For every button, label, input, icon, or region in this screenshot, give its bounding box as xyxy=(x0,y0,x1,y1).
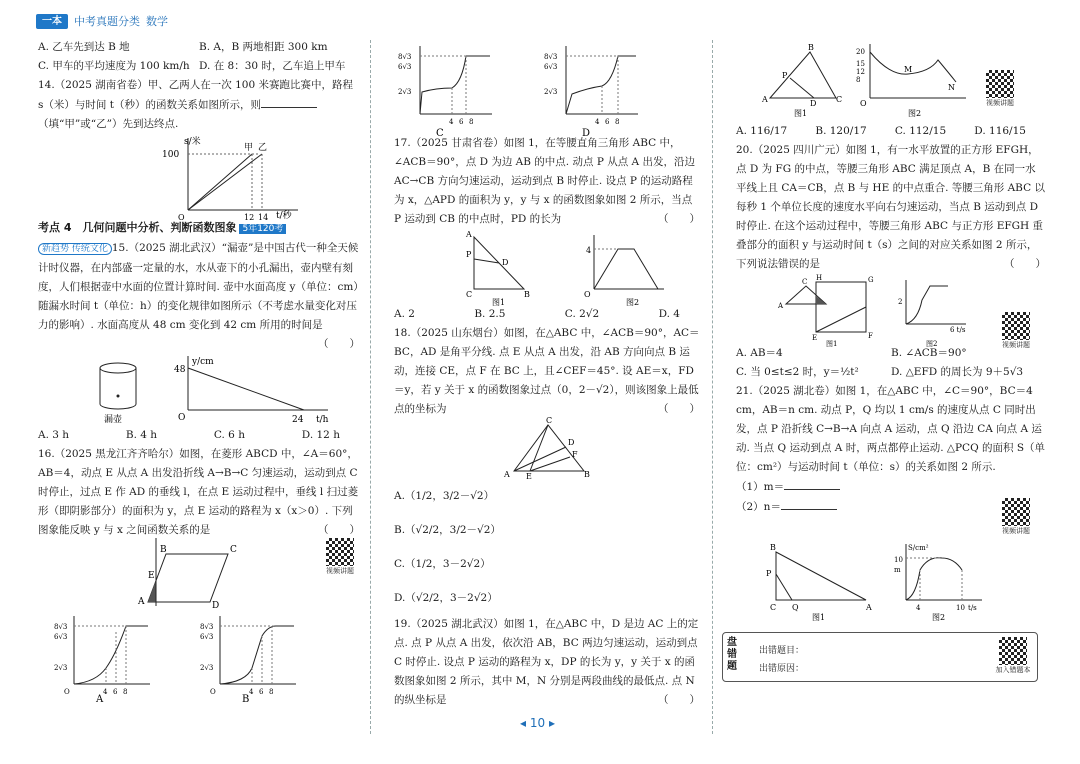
svg-text:O: O xyxy=(178,413,186,423)
section-heading: 考点 4 几何问题中分析、判断函数图象 5年120考 xyxy=(38,218,360,239)
svg-text:8: 8 xyxy=(469,118,474,126)
svg-text:O: O xyxy=(178,213,185,222)
svg-text:15: 15 xyxy=(856,60,865,68)
qr-code-image xyxy=(1002,312,1030,340)
svg-text:D: D xyxy=(502,258,509,267)
svg-text:C: C xyxy=(466,290,473,299)
svg-text:乙: 乙 xyxy=(258,143,268,153)
svg-text:图1: 图1 xyxy=(826,340,838,348)
svg-text:4: 4 xyxy=(103,688,108,696)
option[interactable]: C. 112/15 xyxy=(894,125,947,137)
svg-text:10: 10 xyxy=(894,556,903,564)
q15-options xyxy=(38,426,360,445)
svg-text:2√3: 2√3 xyxy=(544,88,558,96)
error-question-field[interactable]: 出错题目： xyxy=(759,646,805,656)
svg-text:P: P xyxy=(782,71,788,80)
svg-text:图2: 图2 xyxy=(932,613,946,622)
svg-text:E: E xyxy=(526,472,532,481)
svg-text:6: 6 xyxy=(113,688,118,696)
q21-part2: （2）n＝ xyxy=(736,497,1046,517)
svg-text:O: O xyxy=(584,290,591,299)
svg-text:6√3: 6√3 xyxy=(200,633,214,641)
svg-text:Q: Q xyxy=(792,603,799,612)
svg-text:图1: 图1 xyxy=(812,613,826,622)
q21-figures xyxy=(756,540,986,626)
option[interactable]: D. 116/15 xyxy=(974,125,1026,137)
option[interactable]: B. 2.5 xyxy=(474,308,506,320)
svg-text:A: A xyxy=(138,597,145,607)
error-box-title: 盘错题 xyxy=(727,637,737,672)
svg-text:F: F xyxy=(868,332,873,340)
svg-text:t/秒: t/秒 xyxy=(276,211,292,221)
svg-text:4: 4 xyxy=(586,246,592,255)
svg-text:4: 4 xyxy=(449,118,454,126)
q20-stem: 20.（2025 四川广元）如图 1，有一水平放置的正方形 EFGH，点 D 为 FG 的中点，等腰三角形 ABC 满足顶点 A，B 在同一水平线上且 CA＝CB，点 B 与 HE 的中点重合. 等腰三角形 ABC 以每秒 1 个单位长度的速度水平向右匀速运动，当点 B 运动到点 D 时停止. 在这个运动过程中，等腰三角形 ABC 与正方形 EFGH 重叠部分的面积 y 与运动时间 t（s）之间的对应关系如图 2 所示，下列说法错误的是 （ ） xyxy=(736,144,1046,270)
option-graph-a[interactable] xyxy=(50,612,160,705)
svg-text:A: A xyxy=(466,230,472,239)
option[interactable]: C. 当 0≤t≤2 时，y＝½t² xyxy=(736,366,859,378)
svg-text:D: D xyxy=(582,128,591,139)
option[interactable]: A. 2 xyxy=(394,308,415,320)
svg-text:D: D xyxy=(810,99,817,108)
option[interactable]: D. 在 8：30 时，乙车追上甲车 xyxy=(199,60,346,72)
brand-logo: 一本 xyxy=(36,14,68,29)
svg-text:C: C xyxy=(546,416,553,425)
svg-text:s/米: s/米 xyxy=(184,137,201,147)
svg-text:2√3: 2√3 xyxy=(398,88,412,96)
svg-text:G: G xyxy=(868,276,874,284)
svg-text:F: F xyxy=(572,450,578,459)
series-title: 中考真题分类 xyxy=(74,15,140,28)
page-number: ◂ 10 ▸ xyxy=(520,716,555,730)
svg-text:B: B xyxy=(160,545,167,555)
svg-text:8√3: 8√3 xyxy=(54,623,68,631)
svg-text:m: m xyxy=(894,566,901,574)
option[interactable]: A. 3 h xyxy=(38,429,70,441)
option[interactable]: B. ∠ACB＝90° xyxy=(891,347,967,359)
q17-stem: 17.（2025 甘肃省卷）如图 1，在等腰直角三角形 ABC 中，∠ACB＝90°，点 D 为边 AB 的中点. 动点 P 从点 A 出发，沿边 AC→CB 方向匀速运动，运动到点 B 时停止. 设点 P 的运动路程为 x，△APD 的面积为 y，y 与 x 的函数图象如图 2 所示，当点 P 运动到 CB 的中点时，PD 的长为 （ ） xyxy=(394,137,700,225)
svg-text:4: 4 xyxy=(249,688,254,696)
column-divider xyxy=(712,40,713,734)
q18-options xyxy=(394,479,700,615)
svg-text:12: 12 xyxy=(856,68,865,76)
svg-text:图1: 图1 xyxy=(794,109,808,118)
option[interactable]: C. 甲车的平均速度为 100 km/h xyxy=(38,60,190,72)
svg-text:C: C xyxy=(802,278,808,286)
answer-blank[interactable] xyxy=(261,95,317,108)
svg-text:6: 6 xyxy=(459,118,464,126)
q21-part1: （1）m＝ xyxy=(736,477,1046,497)
svg-text:O: O xyxy=(210,688,216,696)
svg-text:2: 2 xyxy=(898,298,903,306)
qr-code-image xyxy=(1002,498,1030,526)
svg-text:B: B xyxy=(770,543,776,552)
svg-text:B: B xyxy=(584,470,590,479)
qr-code[interactable]: 视频讲题 xyxy=(986,70,1020,108)
svg-text:2√3: 2√3 xyxy=(54,664,68,672)
svg-text:A: A xyxy=(762,95,768,104)
svg-text:100: 100 xyxy=(162,150,180,160)
q16-rhombus-figure xyxy=(130,536,250,611)
option[interactable]: B. 120/17 xyxy=(815,125,867,137)
answer-blank[interactable] xyxy=(784,477,840,490)
svg-text:6: 6 xyxy=(259,688,264,696)
svg-text:20: 20 xyxy=(856,48,865,56)
svg-text:C: C xyxy=(770,603,777,612)
svg-text:2√3: 2√3 xyxy=(200,664,214,672)
svg-text:8: 8 xyxy=(615,118,620,126)
q19-figures xyxy=(760,42,1020,122)
option[interactable]: A. AB＝4 xyxy=(736,347,783,359)
subject-title: 数学 xyxy=(146,15,168,28)
option[interactable]: D. 4 xyxy=(658,308,680,320)
trend-tag: 新趋势 传统文化 xyxy=(38,243,112,255)
svg-text:4: 4 xyxy=(916,604,921,612)
svg-text:6√3: 6√3 xyxy=(398,63,412,71)
q15-figure xyxy=(78,354,378,426)
option[interactable]: B. 4 h xyxy=(125,429,158,441)
q17-options xyxy=(394,305,700,324)
svg-text:图1: 图1 xyxy=(492,298,506,307)
option[interactable]: D.（√2/2，3－2√2） xyxy=(394,592,498,604)
option[interactable]: C.（1/2，3－2√2） xyxy=(394,558,491,570)
qr-code-image xyxy=(999,637,1027,665)
column-3 xyxy=(736,122,1046,517)
option[interactable]: A.（1/2，3/2－√2） xyxy=(394,490,495,502)
svg-text:D: D xyxy=(212,601,220,611)
option[interactable]: C. 2√2 xyxy=(564,308,600,320)
q17-figures xyxy=(444,229,744,305)
svg-text:E: E xyxy=(812,334,818,342)
svg-text:8: 8 xyxy=(123,688,128,696)
svg-text:甲: 甲 xyxy=(244,143,254,153)
option[interactable]: B. A，B 两地相距 300 km xyxy=(199,41,328,53)
svg-text:10: 10 xyxy=(956,604,965,612)
svg-text:8: 8 xyxy=(856,76,861,84)
q19-options xyxy=(736,122,1046,141)
svg-text:O: O xyxy=(64,688,70,696)
svg-text:P: P xyxy=(766,569,772,578)
q14-graph xyxy=(148,134,308,222)
svg-text:图2: 图2 xyxy=(926,340,938,348)
svg-text:A: A xyxy=(504,470,510,479)
svg-text:P: P xyxy=(466,250,472,259)
option-graph-c[interactable] xyxy=(396,42,496,139)
option[interactable]: D. 12 h xyxy=(301,429,340,441)
svg-text:A: A xyxy=(778,302,784,310)
svg-text:A: A xyxy=(96,694,104,705)
page-header xyxy=(36,12,168,30)
qr-code[interactable]: 视频讲题 xyxy=(1002,498,1036,536)
option[interactable]: D. △EFD 的周长为 9＋5√3 xyxy=(891,366,1024,378)
qr-code[interactable]: 视频讲题 xyxy=(1002,312,1036,350)
q15-stem: 新趋势 传统文化 15.（2025 湖北武汉）“漏壶”是中国古代一种全天候计时仪器，在内部盛一定量的水，水从壶下的小孔漏出，壶内壁有刻度，人们根据壶中水面的位置计算时间. 壶中水面高度 y（单位：cm）随漏水时间 t（单位：h）的变化规律如图所示（不考虑水量变化对压力的影响）. 水面高度从 48 cm 变化到 42 cm 所用的时间是 （ ） xyxy=(38,242,360,350)
answer-blank[interactable] xyxy=(781,497,837,510)
option-graph-b[interactable] xyxy=(196,612,306,705)
svg-text:8√3: 8√3 xyxy=(398,53,412,61)
svg-text:B: B xyxy=(242,694,250,705)
svg-text:C: C xyxy=(436,128,444,139)
svg-text:8√3: 8√3 xyxy=(200,623,214,631)
qr-code[interactable]: 加入错题本 xyxy=(999,637,1033,675)
svg-text:6√3: 6√3 xyxy=(54,633,68,641)
error-reason-field[interactable]: 出错原因： xyxy=(759,664,805,674)
q14-stem: 14.（2025 湖南省卷）甲、乙两人在一次 100 米赛跑比赛中，路程 s（米）与时间 t（秒）的函数关系如图所示，则（填“甲”或“乙”）先到达终点. xyxy=(38,79,353,130)
q21-stem: 21.（2025 湖北卷）如图 1，在△ABC 中，∠C＝90°，BC＝4 cm，AB＝n cm. 动点 P，Q 均以 1 cm/s 的速度从点 C 同时出发，点 P 沿折线 C→B→A 向点 A 运动，点 Q 沿边 CA 向点 A 运动. 当点 Q 运动到点 A 时，两点都停止运动. △PCQ 的面积 S（单位：cm²）与运动时间 t（单位：s）的关系如图 2 所示. xyxy=(736,385,1046,473)
svg-text:C: C xyxy=(230,545,237,555)
svg-text:漏壶: 漏壶 xyxy=(104,415,123,425)
svg-text:C: C xyxy=(836,95,843,104)
column-2 xyxy=(394,134,700,710)
svg-text:D: D xyxy=(568,438,575,447)
svg-text:图2: 图2 xyxy=(908,109,922,118)
svg-text:48: 48 xyxy=(174,365,186,375)
svg-text:6 t/s: 6 t/s xyxy=(950,326,966,334)
qr-code-image xyxy=(986,70,1014,98)
svg-text:8√3: 8√3 xyxy=(544,53,558,61)
svg-text:M: M xyxy=(904,65,913,74)
q19-stem: 19.（2025 湖北武汉）如图 1，在△ABC 中，D 是边 AC 上的定点. 点 P 从点 A 出发，依次沿 AB，BC 两边匀速运动，运动到点 C 时停止. 设点 P 运动的路程为 x，DP 的长为 y，y 关于 x 的函数图象如图 2 所示，其中 M，N 分别是两段曲线的最低点. 点 N 的纵坐标是 （ ） xyxy=(394,618,700,706)
svg-text:6: 6 xyxy=(605,118,610,126)
column-1 xyxy=(38,38,360,540)
svg-text:B: B xyxy=(808,43,814,52)
exam-count-badge: 5年120考 xyxy=(239,224,286,234)
q16-stem: 16.（2025 黑龙江齐齐哈尔）如图，在菱形 ABCD 中，∠A＝60°，AB＝4，动点 E 从点 A 出发沿折线 A→B→C 匀速运动，运动到点 C 时停止，过点 E 作 AD 的垂线 l，在点 E 运动过程中，垂线 l 扫过菱形（即阴影部分）的面积为 y，点 E 运动的路程为 x（x＞0）. 下列图象能反映 y 与 x 之间函数关系的是 （ ） xyxy=(38,448,360,536)
option-graph-d[interactable] xyxy=(542,42,642,139)
q13-options xyxy=(38,38,360,76)
option[interactable]: A. 116/17 xyxy=(736,125,788,137)
qr-code[interactable]: 视频讲题 xyxy=(326,538,360,576)
svg-text:N: N xyxy=(948,83,955,92)
svg-text:24: 24 xyxy=(292,415,304,425)
svg-text:t/s: t/s xyxy=(968,604,977,612)
svg-text:A: A xyxy=(866,603,872,612)
error-record-box xyxy=(722,632,1038,682)
svg-text:12: 12 xyxy=(244,213,255,222)
svg-text:14: 14 xyxy=(258,213,269,222)
svg-text:6√3: 6√3 xyxy=(544,63,558,71)
option[interactable]: A. 乙车先到达 B 地 xyxy=(38,41,130,53)
svg-text:S/cm²: S/cm² xyxy=(908,544,929,552)
q18-stem: 18.（2025 山东烟台）如图，在△ABC 中，∠ACB＝90°，AC＝BC，AD 是角平分线. 点 E 从点 A 出发，沿 AB 方向向点 B 运动，连接 CE，点 F 在 BC 上，且∠CEF＝45°. 设 AE＝x，FD＝y，若 y 关于 x 的函数图象过点（0，2－√2），则该图象上最低点的坐标为 （ ） xyxy=(394,327,700,415)
svg-text:图2: 图2 xyxy=(626,298,640,307)
svg-text:O: O xyxy=(860,99,867,108)
qr-code-image xyxy=(326,538,354,566)
svg-text:t/h: t/h xyxy=(316,415,329,425)
q20-figures xyxy=(776,274,976,348)
svg-text:8: 8 xyxy=(269,688,274,696)
svg-text:y/cm: y/cm xyxy=(192,357,214,367)
option[interactable]: B.（√2/2，3/2－√2） xyxy=(394,524,501,536)
svg-text:B: B xyxy=(524,290,530,299)
option[interactable]: C. 6 h xyxy=(213,429,245,441)
svg-text:E: E xyxy=(148,571,155,581)
svg-text:H: H xyxy=(816,274,823,282)
svg-text:4: 4 xyxy=(595,118,600,126)
